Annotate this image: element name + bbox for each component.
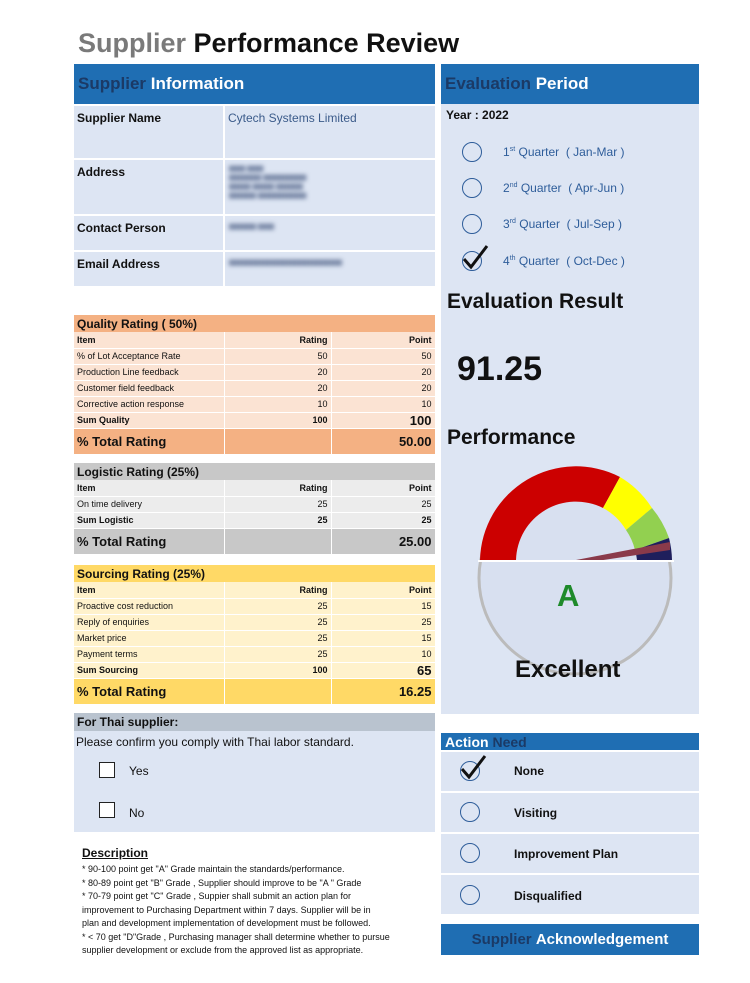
email-value-redacted: ▆▆▆▆▆▆▆▆▆▆▆▆▆▆▆▆▆▆▆▆▆ <box>229 259 343 266</box>
table-row: Corrective action response 10 10 <box>74 396 435 412</box>
logistic-rating-table: Item Rating Point On time delivery 25 25 Sum Logistic 25 25 % Total Rating 25.00 <box>74 480 436 555</box>
action-disqualified-label: Disqualified <box>514 889 583 903</box>
no-checkbox[interactable] <box>99 802 115 818</box>
yes-checkbox[interactable] <box>99 762 115 778</box>
quarter-1-label: 1st Quarter ( Jan-Mar ) <box>503 145 625 159</box>
action-improvement-label: Improvement Plan <box>514 847 619 861</box>
description-body: * 90-100 point get "A" Grade maintain the standards/performance. * 80-89 point get "B" Grade , Supplier should improve to be "A " Grade * 70-79 point get "C" Grade , Suppier shall submit an action plan for improvement to Purchasing Department within 7 days. Supplier will be in plan and development implementation of development must be followed. * < 70 get "D"Grade , Purchasing manager shall determine whether to pursue supplier development or exclude from the approved list as appropriate. <box>82 864 390 955</box>
evaluation-score: 91.25 <box>457 350 543 388</box>
quality-rating-table: Item Rating Point % of Lot Acceptance Rate 50 50 Production Line feedback 20 20 Customer field feedback 20 20 Corrective action response 10 10 Sum Quality 100 100 % Total Rating 50.00 <box>74 332 436 455</box>
action-disqualified-radio[interactable] <box>460 885 480 905</box>
contact-value-cell <box>225 216 435 250</box>
description-title: Description <box>82 846 149 860</box>
sourcing-rating-header: Sourcing Rating (25%) <box>74 565 435 582</box>
table-row: Proactive cost reduction 25 15 <box>74 598 435 614</box>
sourcing-rating-table: Item Rating Point Proactive cost reduction 25 15 Reply of enquiries 25 25 Market price 25 15 Payment terms 25 10 Sum Sourcing 100 65 % Total Rating 16.25 <box>74 582 436 705</box>
table-row: Sum Quality 100 100 <box>74 412 435 428</box>
table-row: On time delivery 25 25 <box>74 496 435 512</box>
address-value-redacted: ▆▆▆ ▆▆▆ ▆▆▆▆▆▆ ▆▆▆▆▆▆▆▆ ▆▆▆▆ ▆▆▆▆ ▆▆▆▆▆ ▆▆▆▆▆ ▆▆▆▆▆▆▆▆▆ <box>229 165 307 199</box>
supplier-name-label-cell <box>74 106 223 158</box>
email-value-cell <box>225 252 435 286</box>
quality-rating-header: Quality Rating ( 50%) <box>74 315 435 332</box>
performance-label: Performance <box>447 426 576 449</box>
grade-text: Excellent <box>515 656 621 683</box>
supplier-name-label: Supplier Name <box>77 111 162 125</box>
action-none-radio[interactable] <box>460 761 480 781</box>
yes-label: Yes <box>129 764 149 778</box>
logistic-total-row: % Total Rating 25.00 <box>74 528 435 554</box>
address-value-cell <box>225 160 435 214</box>
supplier-name-value: Cytech Systems Limited <box>228 111 357 125</box>
supplier-acknowledgement-button[interactable]: Supplier Acknowledgement <box>441 924 699 955</box>
table-row: Reply of enquiries 25 25 <box>74 614 435 630</box>
evaluation-period-header: Evaluation Period <box>441 64 699 104</box>
quarter-3-label: 3rd Quarter ( Jul-Sep ) <box>503 217 622 231</box>
table-row: Production Line feedback 20 20 <box>74 364 435 380</box>
contact-label-cell <box>74 216 223 250</box>
year-label: Year : 2022 <box>446 108 509 122</box>
action-none-label: None <box>514 764 544 778</box>
address-label-cell <box>74 160 223 214</box>
action-need-header: Action Need <box>441 733 699 750</box>
page-title: Supplier Performance Review <box>78 28 460 58</box>
email-label: Email Address <box>77 257 160 271</box>
action-visiting-radio[interactable] <box>460 802 480 822</box>
supplier-name-value-cell <box>225 106 435 158</box>
action-visiting-label: Visiting <box>514 806 558 820</box>
table-row: Sum Logistic 25 25 <box>74 512 435 528</box>
check-mark-icon <box>458 753 488 783</box>
quarter-4-radio[interactable] <box>462 251 482 271</box>
performance-gauge <box>470 460 690 680</box>
contact-value-redacted: ▆▆▆▆▆ ▆▆▆ <box>229 223 275 230</box>
table-row: Customer field feedback 20 20 <box>74 380 435 396</box>
action-improvement-radio[interactable] <box>460 843 480 863</box>
thai-supplier-header: For Thai supplier: <box>74 713 435 731</box>
logistic-rating-header: Logistic Rating (25%) <box>74 463 435 480</box>
table-row: Sum Sourcing 100 65 <box>74 662 435 678</box>
grade-letter: A <box>557 578 580 613</box>
quarter-1-radio[interactable] <box>462 142 482 162</box>
quarter-2-label: 2nd Quarter ( Apr-Jun ) <box>503 181 625 195</box>
table-row: Payment terms 25 10 <box>74 646 435 662</box>
quality-total-row: % Total Rating 50.00 <box>74 428 435 454</box>
address-label: Address <box>77 165 126 179</box>
quarter-4-label: 4th Quarter ( Oct-Dec ) <box>503 254 625 268</box>
sourcing-total-row: % Total Rating 16.25 <box>74 678 435 704</box>
no-label: No <box>129 806 145 820</box>
contact-label: Contact Person <box>77 221 166 235</box>
thai-question: Please confirm you comply with Thai labor standard. <box>76 735 354 749</box>
supplier-info-header: Supplier Information <box>74 64 435 104</box>
table-row: % of Lot Acceptance Rate 50 50 <box>74 348 435 364</box>
quarter-3-radio[interactable] <box>462 214 482 234</box>
email-label-cell <box>74 252 223 286</box>
check-mark-icon <box>460 243 490 273</box>
evaluation-result-label: Evaluation Result <box>447 290 624 313</box>
table-row: Market price 25 15 <box>74 630 435 646</box>
quarter-2-radio[interactable] <box>462 178 482 198</box>
